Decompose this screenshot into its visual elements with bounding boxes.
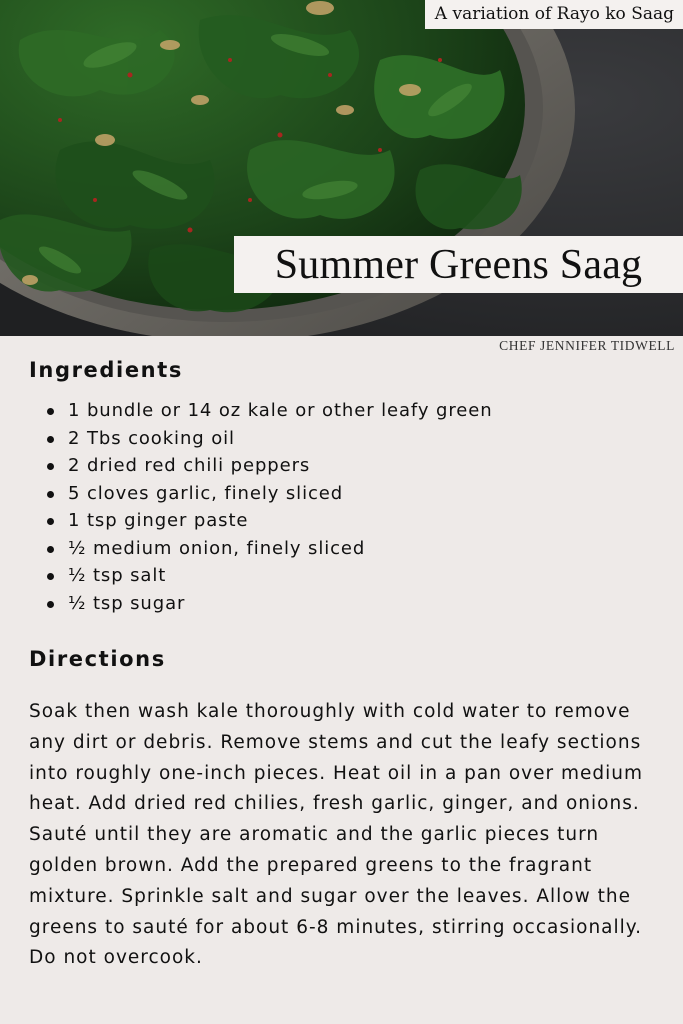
- ingredient-item: 5 cloves garlic, finely sliced: [47, 480, 493, 508]
- ingredient-item: 2 Tbs cooking oil: [47, 425, 493, 453]
- directions-text: Soak then wash kale thoroughly with cold water to remove any dirt or debris. Remove stems and cut the leafy sections into roughly one-inch pieces. Heat oil in a pan over medium heat. Add dried red chilies, fresh garlic, ginger, and onions. Sauté until they are aromatic and the garlic pieces turn golden brown. Add the prepared greens to the fragrant mixture. Sprinkle salt and sugar over the leaves. Allow the greens to sauté for about 6-8 minutes, stirring occasionally. Do not overcook.: [29, 701, 644, 969]
- ingredient-item: ½ tsp sugar: [47, 590, 493, 618]
- ingredients-heading: Ingredients: [29, 358, 183, 382]
- hero-photo: [0, 0, 683, 336]
- recipe-title-box: [234, 236, 683, 293]
- recipe-subtitle: A variation of Rayo ko Saag: [425, 0, 683, 29]
- author-byline: CHEF JENNIFER TIDWELL: [499, 338, 675, 353]
- ingredients-list: [47, 397, 493, 617]
- directions-heading: Directions: [29, 647, 166, 671]
- ingredient-item: 2 dried red chili peppers: [47, 452, 493, 480]
- ingredient-item: ½ tsp salt: [47, 562, 493, 590]
- ingredient-item: 1 tsp ginger paste: [47, 507, 493, 535]
- ingredient-item: 1 bundle or 14 oz kale or other leafy green: [47, 397, 493, 425]
- recipe-title: Summer Greens Saag: [274, 241, 643, 288]
- ingredient-item: ½ medium onion, finely sliced: [47, 535, 493, 563]
